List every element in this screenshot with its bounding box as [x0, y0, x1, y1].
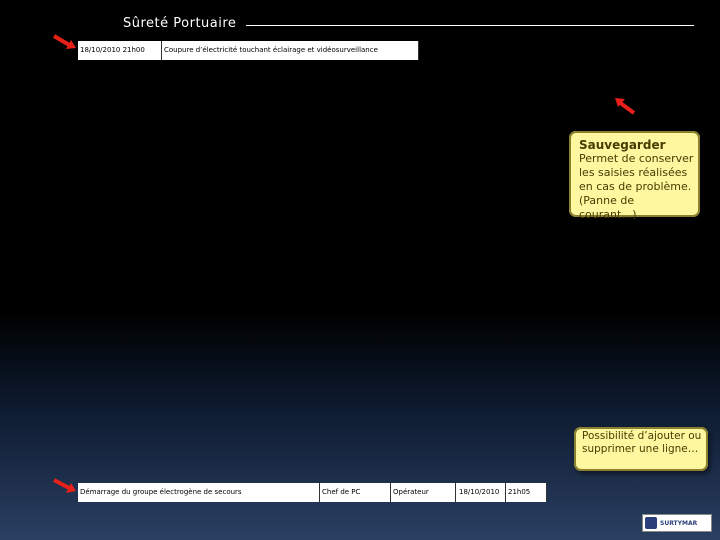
rows-callout-text: Possibilité d’ajouter ou supprimer une ligne…	[582, 430, 702, 455]
red-arrow-icon	[52, 478, 78, 496]
event-datetime-field[interactable]: 18/10/2010 21h00	[78, 41, 162, 60]
action-time-field[interactable]: 21h05	[506, 483, 547, 502]
save-callout-title: Sauvegarder	[579, 138, 666, 152]
action-date-field[interactable]: 18/10/2010	[456, 483, 506, 502]
title-divider	[246, 25, 694, 26]
event-description-field[interactable]: Coupure d’électricité touchant éclairage et vidéosurveillance	[162, 41, 419, 60]
page-title: Sûreté Portuaire	[123, 16, 237, 31]
logo-text: SURTYMAR	[660, 519, 698, 527]
surtymar-logo	[642, 514, 712, 532]
action-description-field[interactable]: Démarrage du groupe électrogène de secours	[78, 483, 320, 502]
red-arrow-icon	[52, 34, 78, 52]
logo-mark-icon	[645, 517, 657, 529]
save-callout	[569, 131, 700, 221]
red-arrow-icon	[612, 96, 638, 116]
add-remove-rows-callout	[574, 427, 708, 471]
action-requested-by-field[interactable]: Chef de PC	[320, 483, 391, 502]
save-callout-text: Permet de conserver les saisies réalisées en cas de problème. (Panne de courant…)	[579, 152, 694, 221]
action-executed-by-field[interactable]: Opérateur	[391, 483, 456, 502]
